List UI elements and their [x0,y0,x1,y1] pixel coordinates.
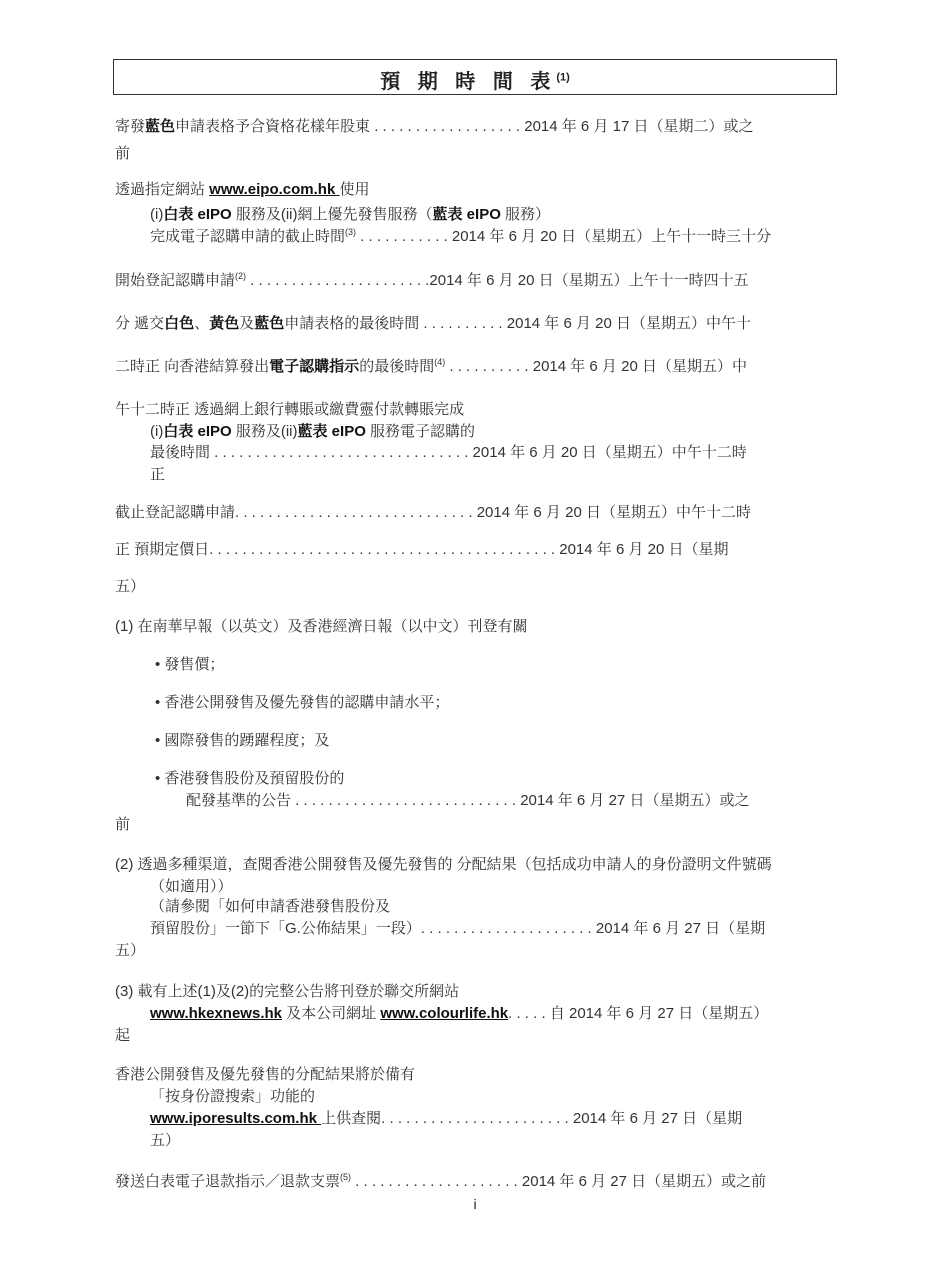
timetable-line [115,181,370,199]
timetable-line [115,401,464,419]
timetable-line [115,272,749,290]
website-link[interactable]: www.iporesults.com.hk [150,1110,322,1127]
bold-text: 白色 [164,315,195,332]
line-text: 申請表格的最後時間 . . . . . . . . . . 2014 年 6 月 20 日（星期五）中午十 [284,315,752,332]
line-text: (i) [150,423,164,440]
line-text: 申請表格予合資格花樣年股東 . . . . . . . . . . . . . . . . . . 2014 年 6 月 17 日（星期二）或之 [175,118,754,135]
line-text: 香港公開發售及優先發售的分配結果將於備有 [115,1066,416,1083]
timetable-line [155,656,224,674]
timetable-line [150,1110,742,1128]
bold-text: 藍色 [254,315,285,332]
line-text: 及本公司網址 [282,1005,381,1022]
line-text: 二時正 向香港結算發出 [115,358,270,375]
line-text: 的最後時間 [359,358,435,375]
line-text: 配發基準的公告 . . . . . . . . . . . . . . . . . . . . . . . . . . . 2014 年 6 月 27 日（星期五）或之 [186,792,750,809]
line-text: (2) 透過多種渠道，查閱香港公開發售及優先發售的 分配結果（包括成功申請人的身份證明文件號碼 [115,856,772,873]
line-text: 發送白表電子退款指示／退款支票 [115,1173,341,1190]
timetable-line [115,1173,766,1191]
line-text: 五） [115,942,146,959]
page-number: i [473,1196,477,1212]
timetable-line [150,228,771,246]
title-text: 預 期 時 間 表 [380,70,557,93]
line-text: (3) 載有上述(1)及(2)的完整公告將刊登於聯交所網站 [115,983,460,1000]
line-text: . . . . . 自 2014 年 6 月 27 日（星期五） [508,1005,769,1022]
timetable-line [115,315,751,333]
timetable-line [150,444,747,462]
timetable-line [115,504,751,522]
bold-text: 白表 eIPO [163,206,232,223]
line-text: (i) [150,206,164,223]
timetable-line [150,1005,768,1023]
timetable-line [150,1132,180,1150]
line-text: 透過指定網站 [115,181,210,198]
website-link[interactable]: www.colourlife.hk [380,1005,509,1022]
timetable-line [115,1066,415,1084]
website-link[interactable]: www.hkexnews.hk [150,1005,282,1022]
timetable-line [150,423,475,441]
timetable-line [155,694,449,712]
bold-text: 白表 eIPO [163,423,232,440]
timetable-line [150,920,765,938]
line-text: . . . . . . . . . . . 2014 年 6 月 20 日（星期五）上午十一時三十分 [356,228,772,245]
line-text: • 國際發售的踴躍程度；及 [155,732,330,749]
line-text: （請參閱「如何申請香港發售股份及 [150,898,391,915]
footnote-ref: (5) [340,1172,352,1182]
bold-text: 黃色 [209,315,240,332]
timetable-line [150,878,233,896]
line-text: • 發售價； [155,656,225,673]
timetable-line [150,1088,315,1106]
timetable-line [155,732,329,750]
timetable-line [150,466,165,484]
timetable-line [115,118,753,136]
footnote-ref: (2) [235,271,247,281]
line-text: 五） [115,578,146,595]
timetable-line [115,145,130,163]
line-text: 截止登記認購申請. . . . . . . . . . . . . . . . . . . . . . . . . . . . . 2014 年 6 月 20 日（星期五）中午十二時 [115,504,751,521]
timetable-line [155,770,344,788]
title-box [113,59,837,95]
timetable-line [115,856,772,874]
line-text: 寄發 [115,118,146,135]
bold-text: 藍色 [145,118,176,135]
line-text: (1) 在南華早報（以英文）及香港經濟日報（以中文）刊登有關 [115,618,528,635]
line-text: 及 [239,315,255,332]
website-link[interactable]: www.eipo.com.hk [209,181,340,198]
footnote-ref: (3) [345,227,357,237]
timetable-line [115,358,747,376]
timetable-line [115,1027,130,1045]
timetable-line [115,618,528,636]
line-text: 使用 [339,181,370,198]
timetable-line [150,898,390,916]
line-text: • 香港發售股份及預留股份的 [155,770,345,787]
line-text: 正 預期定價日. . . . . . . . . . . . . . . . . . . . . . . . . . . . . . . . . . . . . . . . . . 2014 年 6 月 20 日（星期 [115,541,729,558]
line-text: • 香港公開發售及優先發售的認購申請水平； [155,694,450,711]
line-text: 、 [194,315,210,332]
timetable-line [115,816,130,834]
line-text: 完成電子認購申請的截止時間 [150,228,346,245]
timetable-line [115,541,728,559]
line-text: . . . . . . . . . . 2014 年 6 月 20 日（星期五）中 [445,358,747,375]
page-title [380,71,570,93]
line-text: 服務） [500,206,551,223]
timetable-line [115,942,145,960]
line-text: 預留股份」一節下「G.公佈結果」一段）. . . . . . . . . . . . . . . . . . . . . 2014 年 6 月 27 日（星期 [150,920,766,937]
line-text: 午十二時正 透過網上銀行轉賬或繳費靈付款轉賬完成 [115,401,465,418]
line-text: 前 [115,816,131,833]
footnote-ref: (4) [434,357,446,367]
bold-text: 藍表 eIPO [432,206,501,223]
line-text: 起 [115,1027,131,1044]
title-footnote-ref: (1) [556,71,570,83]
line-text: 服務電子認購的 [365,423,476,440]
line-text: . . . . . . . . . . . . . . . . . . . . 2014 年 6 月 27 日（星期五）或之前 [351,1173,767,1190]
timetable-line [115,983,459,1001]
timetable-line [186,792,749,810]
line-text: 服務及(ii)網上優先發售服務（ [231,206,433,223]
line-text: 五） [150,1132,181,1149]
line-text: 開始登記認購申請 [115,272,236,289]
timetable-line [115,578,145,596]
timetable-line [150,206,550,224]
line-text: 最後時間 . . . . . . . . . . . . . . . . . . . . . . . . . . . . . . . 2014 年 6 月 20 日（星期五）中午十二時 [150,444,747,461]
bold-text: 藍表 eIPO [297,423,366,440]
line-text: . . . . . . . . . . . . . . . . . . . . . .2014 年 6 月 20 日（星期五）上午十一時四十五 [246,272,749,289]
line-text: （如適用）） [150,878,233,895]
line-text: 前 [115,145,131,162]
line-text: 正 [150,466,166,483]
line-text: 上供查閱. . . . . . . . . . . . . . . . . . . . . . . 2014 年 6 月 27 日（星期 [321,1110,743,1127]
line-text: 「按身份證搜索」功能的 [150,1088,316,1105]
line-text: 分 遞交 [115,315,165,332]
line-text: 服務及(ii) [231,423,298,440]
bold-text: 電子認購指示 [269,358,360,375]
